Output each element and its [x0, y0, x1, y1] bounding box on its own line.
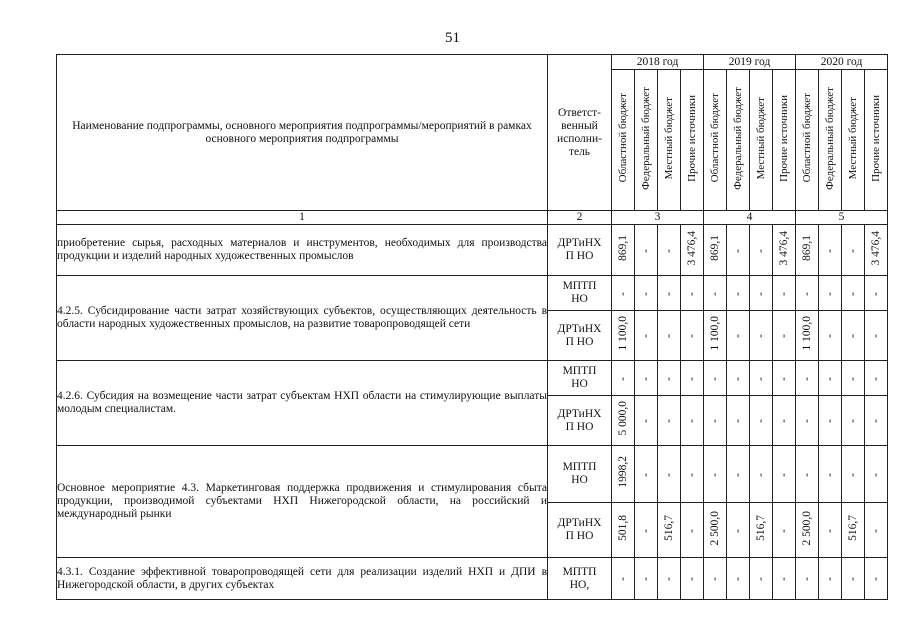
value-text: -: [847, 334, 860, 338]
table-row: [57, 225, 888, 276]
value-text: -: [640, 334, 652, 338]
source-header-0-3: [681, 70, 704, 211]
value-text: -: [824, 472, 837, 477]
value-text: -: [824, 419, 837, 423]
value-text: -: [732, 472, 745, 477]
value-text: -: [617, 376, 629, 381]
value-cell: [819, 361, 842, 396]
value-text: -: [709, 376, 722, 381]
value-text: -: [755, 248, 768, 253]
value-text: -: [709, 472, 722, 477]
value-cell: [750, 396, 773, 446]
value-text: -: [732, 376, 745, 381]
value-cell: [750, 446, 773, 503]
value-text: -: [686, 577, 698, 581]
value-cell: [796, 225, 819, 276]
source-header-text: Федеральный бюджет: [732, 86, 745, 190]
value-text: -: [732, 577, 745, 581]
value-text: -: [686, 472, 698, 477]
value-cell: [658, 503, 681, 558]
value-cell: [750, 361, 773, 396]
value-cell: [681, 311, 704, 361]
value-text: -: [709, 577, 722, 581]
value-cell: [612, 311, 635, 361]
value-cell: [750, 558, 773, 600]
value-text: -: [870, 577, 883, 581]
value-cell: [681, 396, 704, 446]
source-header-text: Прочие источники: [870, 94, 883, 182]
value-text: -: [824, 291, 837, 296]
value-text: -: [824, 376, 837, 381]
value-cell: [842, 276, 865, 311]
value-text: -: [870, 528, 883, 533]
value-text: 3 476,4: [870, 230, 883, 266]
value-text: -: [640, 577, 652, 581]
value-text: -: [663, 291, 675, 296]
row-name-cell: приобретение сырья, расходных материалов и инструментов, необходимых для производства продукции и изделий народных художественных промыслов: [57, 225, 548, 276]
value-text: -: [870, 376, 883, 381]
value-text: -: [732, 248, 745, 253]
value-cell: [773, 396, 796, 446]
value-text: -: [732, 291, 745, 296]
value-cell: [819, 446, 842, 503]
value-cell: [842, 558, 865, 600]
value-cell: [842, 361, 865, 396]
value-text: 869,1: [801, 235, 814, 261]
value-text: -: [663, 248, 675, 253]
value-text: 2 500,0: [801, 510, 814, 546]
value-cell: [704, 503, 727, 558]
value-text: -: [663, 472, 675, 477]
value-cell: [704, 396, 727, 446]
source-header-1-2: [750, 70, 773, 211]
value-text: -: [801, 419, 814, 423]
executor-text: ДРТиНХ П НО: [557, 237, 602, 262]
value-cell: [796, 503, 819, 558]
source-header-0-2: [658, 70, 681, 211]
value-cell: [681, 446, 704, 503]
value-cell: [750, 225, 773, 276]
executor-cell: [548, 396, 612, 446]
value-text: 3 476,4: [686, 230, 698, 266]
value-cell: [658, 558, 681, 600]
value-text: 869,1: [709, 235, 722, 261]
value-cell: [773, 361, 796, 396]
value-cell: [819, 225, 842, 276]
value-cell: [635, 311, 658, 361]
header-exec-cell: [548, 55, 612, 211]
executor-text: МПТП НО: [562, 365, 597, 390]
value-cell: [865, 225, 888, 276]
value-text: -: [824, 248, 837, 253]
value-text: 516,7: [663, 515, 675, 541]
value-text: -: [686, 334, 698, 338]
value-text: -: [778, 334, 791, 338]
value-text: -: [640, 248, 652, 253]
value-cell: [819, 396, 842, 446]
value-text: -: [732, 528, 745, 533]
col-number-5: 5: [796, 211, 888, 225]
value-text: 1 100,0: [801, 316, 814, 351]
value-text: -: [870, 291, 883, 296]
value-text: -: [755, 376, 768, 381]
value-text: 5 000,0: [617, 401, 629, 436]
value-cell: [842, 311, 865, 361]
value-text: -: [686, 419, 698, 423]
value-text: 516,7: [847, 515, 860, 541]
value-cell: [727, 311, 750, 361]
executor-cell: [548, 361, 612, 396]
executor-cell: [548, 225, 612, 276]
budget-table: [56, 54, 888, 600]
table-row: [57, 361, 888, 396]
source-header-0-0: [612, 70, 635, 211]
value-cell: [612, 225, 635, 276]
row-name-cell: 4.3.1. Создание эффективной товаропроводящей сети для реализации изделий НХП и ДПИ в Нижегородской области, в других субъектах: [57, 558, 548, 600]
value-cell: [612, 361, 635, 396]
value-text: -: [640, 528, 652, 533]
value-cell: [704, 311, 727, 361]
value-cell: [865, 276, 888, 311]
value-text: -: [640, 291, 652, 296]
executor-cell: [548, 276, 612, 311]
value-cell: [842, 396, 865, 446]
value-cell: [865, 361, 888, 396]
value-text: -: [824, 528, 837, 533]
executor-cell: [548, 446, 612, 503]
value-cell: [681, 361, 704, 396]
year-2018: 2018 год: [612, 55, 704, 70]
table-row: [57, 558, 888, 600]
col-number-2: 2: [548, 211, 612, 225]
value-cell: [865, 396, 888, 446]
source-header-2-1: [819, 70, 842, 211]
value-text: -: [847, 419, 860, 423]
value-cell: [658, 276, 681, 311]
source-header-1-0: [704, 70, 727, 211]
source-header-text: Местный бюджет: [755, 96, 768, 180]
value-text: -: [755, 334, 768, 338]
value-cell: [612, 503, 635, 558]
value-text: -: [709, 291, 722, 296]
value-cell: [612, 276, 635, 311]
row-name-cell: 4.2.6. Субсидия на возмещение части затрат субъектам НХП области на стимулирующие выплаты молодым специалистам.: [57, 361, 548, 446]
value-text: -: [801, 376, 814, 381]
source-header-2-3: [865, 70, 888, 211]
value-cell: [612, 396, 635, 446]
value-cell: [750, 276, 773, 311]
executor-cell: [548, 503, 612, 558]
value-cell: [773, 276, 796, 311]
row-name-cell: Основное мероприятие 4.3. Маркетинговая поддержка продвижения и стимулирования сбыта продукции, производимой субъектами НХП Нижегородской области, на российский и международный рынки: [57, 446, 548, 558]
executor-text: ДРТиНХ П НО: [557, 517, 602, 542]
value-text: -: [778, 376, 791, 381]
value-text: -: [801, 291, 814, 296]
value-text: -: [663, 419, 675, 423]
value-cell: [819, 311, 842, 361]
value-cell: [842, 225, 865, 276]
value-text: 516,7: [755, 515, 768, 541]
value-cell: [773, 558, 796, 600]
value-text: -: [755, 291, 768, 296]
source-header-text: Прочие источники: [686, 94, 698, 182]
value-cell: [704, 361, 727, 396]
value-text: -: [663, 376, 675, 381]
table-row: [57, 276, 888, 311]
value-text: -: [824, 577, 837, 581]
value-cell: [635, 361, 658, 396]
year-2019: 2019 год: [704, 55, 796, 70]
value-cell: [635, 558, 658, 600]
executor-cell: [548, 311, 612, 361]
value-cell: [727, 276, 750, 311]
header-exec-text: Ответст- венный исполни- тель: [557, 106, 602, 158]
value-text: 1998,2: [617, 456, 629, 488]
value-text: -: [870, 472, 883, 477]
value-cell: [773, 446, 796, 503]
source-header-1-1: [727, 70, 750, 211]
value-cell: [612, 446, 635, 503]
value-text: -: [755, 577, 768, 581]
value-text: -: [686, 291, 698, 296]
value-cell: [819, 276, 842, 311]
value-cell: [865, 311, 888, 361]
value-text: 1 100,0: [617, 316, 629, 351]
value-text: -: [663, 577, 675, 581]
source-header-text: Федеральный бюджет: [824, 86, 837, 190]
value-text: -: [847, 577, 860, 581]
value-text: -: [686, 376, 698, 381]
executor-text: МПТП НО: [562, 280, 597, 305]
value-cell: [842, 446, 865, 503]
value-text: -: [640, 376, 652, 381]
source-header-2-2: [842, 70, 865, 211]
value-text: -: [801, 472, 814, 477]
value-cell: [796, 558, 819, 600]
value-cell: [658, 361, 681, 396]
value-text: -: [778, 291, 791, 296]
value-cell: [727, 225, 750, 276]
value-cell: [727, 361, 750, 396]
value-cell: [773, 503, 796, 558]
value-cell: [704, 225, 727, 276]
value-cell: [681, 225, 704, 276]
source-header-text: Местный бюджет: [847, 96, 860, 180]
table-row: [57, 446, 888, 503]
value-text: -: [870, 419, 883, 423]
value-cell: [658, 311, 681, 361]
value-cell: [635, 225, 658, 276]
source-header-text: Местный бюджет: [663, 96, 675, 180]
value-cell: [658, 446, 681, 503]
value-text: 3 476,4: [778, 230, 791, 266]
value-text: -: [663, 334, 675, 338]
value-cell: [727, 558, 750, 600]
value-text: -: [847, 376, 860, 381]
value-text: -: [824, 334, 837, 338]
value-text: -: [801, 577, 814, 581]
value-cell: [635, 276, 658, 311]
value-cell: [796, 396, 819, 446]
source-header-1-3: [773, 70, 796, 211]
col-number-4: 4: [704, 211, 796, 225]
col-number-1: 1: [57, 211, 548, 225]
value-text: -: [778, 419, 791, 423]
value-cell: [773, 225, 796, 276]
source-header-text: Областной бюджет: [617, 93, 629, 183]
value-cell: [865, 558, 888, 600]
value-cell: [796, 311, 819, 361]
row-name-cell: 4.2.5. Субсидирование части затрат хозяйствующих субъектов, осуществляющих деятельность в области народных художественных промыслов, на развитие товаропроводящей сети: [57, 276, 548, 361]
value-cell: [658, 225, 681, 276]
value-text: -: [778, 472, 791, 477]
value-cell: [681, 276, 704, 311]
value-cell: [704, 446, 727, 503]
executor-text: МПТП НО,: [562, 565, 597, 591]
value-text: -: [732, 419, 745, 423]
value-text: -: [617, 577, 629, 581]
value-cell: [842, 503, 865, 558]
value-text: -: [755, 472, 768, 477]
value-cell: [704, 276, 727, 311]
value-text: -: [732, 334, 745, 338]
header-name-cell: Наименование подпрограммы, основного мероприятия подпрограммы/мероприятий в рамках основного мероприятия подпрограммы: [57, 55, 548, 211]
value-cell: [635, 503, 658, 558]
value-text: -: [847, 248, 860, 253]
value-cell: [796, 361, 819, 396]
value-cell: [750, 311, 773, 361]
value-cell: [819, 503, 842, 558]
value-text: 2 500,0: [709, 510, 722, 546]
value-cell: [796, 276, 819, 311]
executor-cell: [548, 558, 612, 600]
source-header-text: Областной бюджет: [709, 93, 722, 183]
source-header-0-1: [635, 70, 658, 211]
value-cell: [635, 446, 658, 503]
value-text: 1 100,0: [709, 316, 722, 351]
value-cell: [865, 446, 888, 503]
value-cell: [658, 396, 681, 446]
value-text: -: [709, 419, 722, 423]
value-cell: [796, 446, 819, 503]
value-cell: [612, 558, 635, 600]
value-cell: [819, 558, 842, 600]
value-cell: [681, 503, 704, 558]
executor-text: ДРТиНХ П НО: [557, 322, 602, 348]
value-text: -: [870, 334, 883, 338]
value-text: -: [686, 528, 698, 533]
value-text: -: [640, 419, 652, 423]
value-text: -: [755, 419, 768, 423]
value-text: -: [617, 291, 629, 296]
value-cell: [773, 311, 796, 361]
header-year-row: [57, 55, 888, 70]
column-number-row: [57, 211, 888, 225]
value-text: 501,8: [617, 515, 629, 541]
value-cell: [635, 396, 658, 446]
value-text: -: [847, 291, 860, 296]
source-header-2-0: [796, 70, 819, 211]
value-text: -: [778, 577, 791, 581]
value-text: -: [640, 472, 652, 477]
value-cell: [681, 558, 704, 600]
source-header-text: Прочие источники: [778, 94, 791, 182]
executor-text: МПТП НО: [562, 461, 597, 486]
value-cell: [727, 503, 750, 558]
value-cell: [727, 396, 750, 446]
page-number: 51: [445, 30, 460, 46]
value-cell: [727, 446, 750, 503]
col-number-3: 3: [612, 211, 704, 225]
value-cell: [750, 503, 773, 558]
source-header-text: Федеральный бюджет: [640, 86, 652, 190]
value-text: 869,1: [617, 235, 629, 261]
executor-text: ДРТиНХ П НО: [557, 407, 602, 433]
source-header-text: Областной бюджет: [801, 93, 814, 183]
value-text: -: [778, 528, 791, 533]
year-2020: 2020 год: [796, 55, 888, 70]
value-cell: [865, 503, 888, 558]
value-text: -: [847, 472, 860, 477]
value-cell: [704, 558, 727, 600]
